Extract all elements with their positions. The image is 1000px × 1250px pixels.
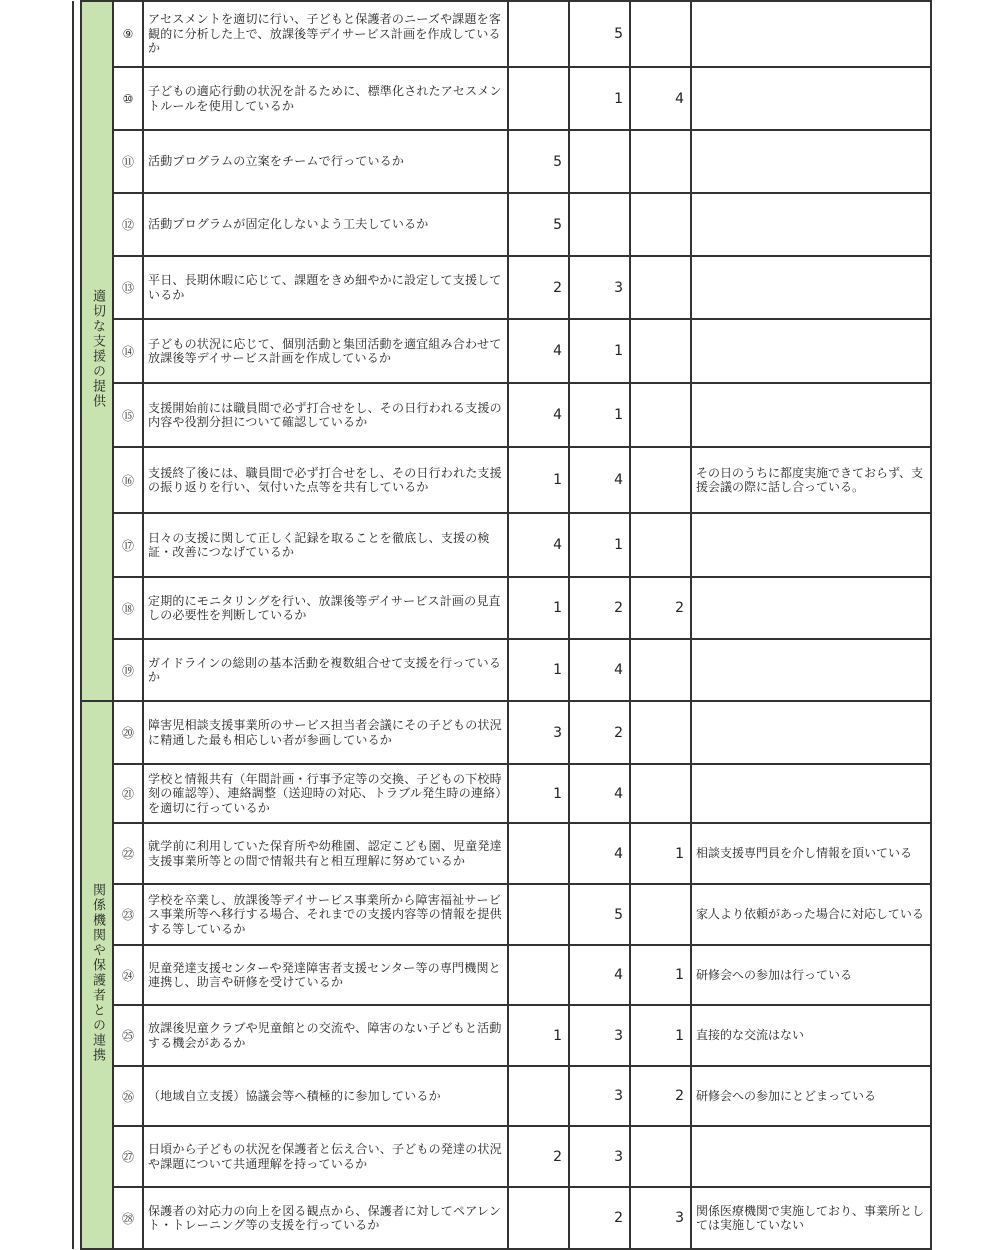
count-neutral: 4 bbox=[569, 823, 630, 884]
count-neutral bbox=[569, 193, 630, 256]
item-number-cell bbox=[113, 577, 143, 639]
section-label: 適切な支援の提供 bbox=[90, 289, 105, 409]
item-number: ⑯ bbox=[121, 473, 134, 488]
item-number: ⑭ bbox=[121, 344, 134, 359]
item-number: ⑬ bbox=[121, 281, 134, 295]
count-yes: 2 bbox=[508, 256, 569, 319]
item-number: ㉖ bbox=[121, 1089, 134, 1104]
count-no bbox=[630, 513, 691, 577]
item-number-cell bbox=[113, 701, 143, 764]
improvement-note: 研修会への参加は行っている bbox=[691, 945, 931, 1005]
improvement-note bbox=[691, 67, 931, 130]
item-number: ㉕ bbox=[121, 1029, 134, 1043]
item-number: ㉑ bbox=[121, 787, 134, 801]
item-number-cell bbox=[113, 823, 143, 884]
count-yes bbox=[508, 884, 569, 945]
table-row bbox=[73, 256, 931, 319]
item-number: ⑩ bbox=[122, 91, 134, 106]
count-neutral: 1 bbox=[569, 513, 630, 577]
improvement-note bbox=[691, 577, 931, 639]
count-neutral: 4 bbox=[569, 447, 630, 513]
improvement-note: 家人より依頼があった場合に対応している bbox=[691, 884, 931, 945]
improvement-note bbox=[691, 130, 931, 193]
improvement-note: 相談支援専門員を介し情報を頂いている bbox=[691, 823, 931, 884]
improvement-note: 直接的な交流はない bbox=[691, 1005, 931, 1066]
count-yes: 1 bbox=[508, 764, 569, 823]
count-yes: 1 bbox=[508, 1005, 569, 1066]
count-yes: 4 bbox=[508, 319, 569, 383]
count-neutral: 3 bbox=[569, 1126, 630, 1187]
count-yes: 4 bbox=[508, 383, 569, 447]
item-number-cell bbox=[113, 884, 143, 945]
count-no: 1 bbox=[630, 823, 691, 884]
count-yes bbox=[508, 823, 569, 884]
count-neutral: 2 bbox=[569, 1187, 630, 1249]
count-neutral: 1 bbox=[569, 319, 630, 383]
count-no: 4 bbox=[630, 67, 691, 130]
evaluation-sheet bbox=[72, 0, 932, 1250]
table-row bbox=[73, 1066, 931, 1126]
question-text: 平日、長期休暇に応じて、課題をきめ細やかに設定して支援しているか bbox=[143, 256, 508, 319]
count-neutral bbox=[569, 130, 630, 193]
item-number-cell bbox=[113, 130, 143, 193]
improvement-note bbox=[691, 1, 931, 67]
margin-cell bbox=[73, 701, 81, 1249]
count-neutral: 3 bbox=[569, 256, 630, 319]
improvement-note bbox=[691, 256, 931, 319]
item-number-cell bbox=[113, 639, 143, 701]
table-row bbox=[73, 319, 931, 383]
count-no bbox=[630, 701, 691, 764]
section-label-cell bbox=[81, 701, 113, 1249]
item-number-cell bbox=[113, 945, 143, 1005]
question-text: 学校と情報共有（年間計画・行事予定等の交換、子どもの下校時刻の確認等）、連絡調整（送迎時の対応、トラブル発生時の連絡）を適切に行っているか bbox=[143, 764, 508, 823]
table-row bbox=[73, 383, 931, 447]
count-neutral: 2 bbox=[569, 701, 630, 764]
count-no: 2 bbox=[630, 577, 691, 639]
count-yes: 1 bbox=[508, 447, 569, 513]
item-number: ㉗ bbox=[121, 1150, 134, 1164]
table-row bbox=[73, 823, 931, 884]
section-label-cell bbox=[81, 1, 113, 701]
table-row bbox=[73, 945, 931, 1005]
item-number-cell bbox=[113, 1, 143, 67]
count-yes: 5 bbox=[508, 130, 569, 193]
count-no bbox=[630, 447, 691, 513]
count-neutral: 5 bbox=[569, 1, 630, 67]
count-no bbox=[630, 193, 691, 256]
item-number: ㉓ bbox=[121, 908, 134, 922]
count-no bbox=[630, 130, 691, 193]
count-no bbox=[630, 884, 691, 945]
item-number: ⑫ bbox=[121, 218, 134, 232]
count-yes: 1 bbox=[508, 639, 569, 701]
item-number: ㉔ bbox=[121, 968, 134, 983]
section-label: 関係機関や保護者との連携 bbox=[90, 883, 105, 1063]
count-no: 1 bbox=[630, 945, 691, 1005]
count-no bbox=[630, 1, 691, 67]
count-neutral: 4 bbox=[569, 764, 630, 823]
question-text: アセスメントを適切に行い、子どもと保護者のニーズや課題を客観的に分析した上で、放課後等デイサービス計画を作成しているか bbox=[143, 1, 508, 67]
table-row bbox=[73, 884, 931, 945]
question-text: 子どもの適応行動の状況を計るために、標準化されたアセスメントルールを使用しているか bbox=[143, 67, 508, 130]
count-neutral: 4 bbox=[569, 639, 630, 701]
table-row bbox=[73, 639, 931, 701]
count-neutral: 3 bbox=[569, 1005, 630, 1066]
count-neutral: 4 bbox=[569, 945, 630, 1005]
item-number: ㉒ bbox=[121, 847, 134, 861]
item-number: ㉘ bbox=[121, 1211, 134, 1226]
item-number: ⑨ bbox=[122, 27, 134, 41]
question-text: ガイドラインの総則の基本活動を複数組合せて支援を行っているか bbox=[143, 639, 508, 701]
table-row bbox=[73, 447, 931, 513]
question-text: 児童発達支援センターや発達障害者支援センター等の専門機関と連携し、助言や研修を受けているか bbox=[143, 945, 508, 1005]
item-number: ⑱ bbox=[121, 601, 134, 616]
item-number-cell bbox=[113, 383, 143, 447]
question-text: 就学前に利用していた保育所や幼稚園、認定こども園、児童発達支援事業所等との間で情報共有と相互理解に努めているか bbox=[143, 823, 508, 884]
count-yes bbox=[508, 1066, 569, 1126]
item-number: ⑰ bbox=[121, 538, 134, 553]
count-yes bbox=[508, 1187, 569, 1249]
item-number-cell bbox=[113, 1126, 143, 1187]
item-number-cell bbox=[113, 319, 143, 383]
table-row bbox=[73, 193, 931, 256]
count-no bbox=[630, 1126, 691, 1187]
question-text: 学校を卒業し、放課後等デイサービス事業所から障害福祉サービス事業所等へ移行する場合、それまでの支援内容等の情報を提供する等しているか bbox=[143, 884, 508, 945]
count-no bbox=[630, 319, 691, 383]
count-no bbox=[630, 256, 691, 319]
question-text: 日々の支援に関して正しく記録を取ることを徹底し、支援の検証・改善につなげているか bbox=[143, 513, 508, 577]
count-no: 2 bbox=[630, 1066, 691, 1126]
count-yes: 4 bbox=[508, 513, 569, 577]
item-number-cell bbox=[113, 447, 143, 513]
item-number-cell bbox=[113, 764, 143, 823]
margin-cell bbox=[73, 1, 81, 701]
item-number-cell bbox=[113, 67, 143, 130]
question-text: 定期的にモニタリングを行い、放課後等デイサービス計画の見直しの必要性を判断しているか bbox=[143, 577, 508, 639]
question-text: 支援終了後には、職員間で必ず打合せをし、その日行われた支援の振り返りを行い、気付いた点等を共有しているか bbox=[143, 447, 508, 513]
improvement-note bbox=[691, 513, 931, 577]
item-number: ⑳ bbox=[121, 726, 134, 740]
question-text: （地域自立支援）協議会等へ積極的に参加しているか bbox=[143, 1066, 508, 1126]
table-row bbox=[73, 1126, 931, 1187]
item-number-cell bbox=[113, 1066, 143, 1126]
question-text: 支援開始前には職員間で必ず打合せをし、その日行われる支援の内容や役割分担について確認しているか bbox=[143, 383, 508, 447]
count-no bbox=[630, 383, 691, 447]
count-yes: 5 bbox=[508, 193, 569, 256]
improvement-note: 研修会への参加にとどまっている bbox=[691, 1066, 931, 1126]
item-number: ⑪ bbox=[121, 155, 134, 169]
table-row bbox=[73, 1, 931, 67]
table-row bbox=[73, 764, 931, 823]
count-yes: 3 bbox=[508, 701, 569, 764]
count-no: 1 bbox=[630, 1005, 691, 1066]
table-row bbox=[73, 513, 931, 577]
count-yes: 1 bbox=[508, 577, 569, 639]
question-text: 保護者の対応力の向上を図る観点から、保護者に対してペアレント・トレーニング等の支援を行っているか bbox=[143, 1187, 508, 1249]
count-yes bbox=[508, 67, 569, 130]
item-number-cell bbox=[113, 256, 143, 319]
item-number-cell bbox=[113, 193, 143, 256]
improvement-note: その日のうちに都度実施できておらず、支援会議の際に話し合っている。 bbox=[691, 447, 931, 513]
count-no: 3 bbox=[630, 1187, 691, 1249]
improvement-note bbox=[691, 383, 931, 447]
question-text: 活動プログラムが固定化しないよう工夫しているか bbox=[143, 193, 508, 256]
item-number: ⑮ bbox=[121, 408, 134, 423]
evaluation-table bbox=[72, 0, 932, 1250]
improvement-note bbox=[691, 701, 931, 764]
count-yes bbox=[508, 945, 569, 1005]
count-yes: 2 bbox=[508, 1126, 569, 1187]
question-text: 放課後児童クラブや児童館との交流や、障害のない子どもと活動する機会があるか bbox=[143, 1005, 508, 1066]
table-row bbox=[73, 67, 931, 130]
table-row bbox=[73, 1005, 931, 1066]
item-number-cell bbox=[113, 513, 143, 577]
improvement-note bbox=[691, 319, 931, 383]
table-row bbox=[73, 1187, 931, 1249]
question-text: 活動プログラムの立案をチームで行っているか bbox=[143, 130, 508, 193]
question-text: 日頃から子どもの状況を保護者と伝え合い、子どもの発達の状況や課題について共通理解を持っているか bbox=[143, 1126, 508, 1187]
improvement-note bbox=[691, 764, 931, 823]
count-neutral: 3 bbox=[569, 1066, 630, 1126]
item-number-cell bbox=[113, 1187, 143, 1249]
count-neutral: 5 bbox=[569, 884, 630, 945]
improvement-note bbox=[691, 639, 931, 701]
improvement-note bbox=[691, 1126, 931, 1187]
question-text: 障害児相談支援事業所のサービス担当者会議にその子どもの状況に精通した最も相応しい者が参画しているか bbox=[143, 701, 508, 764]
count-no bbox=[630, 764, 691, 823]
count-neutral: 2 bbox=[569, 577, 630, 639]
table-row bbox=[73, 577, 931, 639]
count-neutral: 1 bbox=[569, 67, 630, 130]
table-row bbox=[73, 701, 931, 764]
count-neutral: 1 bbox=[569, 383, 630, 447]
improvement-note: 関係医療機関で実施しており、事業所としては実施していない bbox=[691, 1187, 931, 1249]
count-no bbox=[630, 639, 691, 701]
count-yes bbox=[508, 1, 569, 67]
item-number: ⑲ bbox=[121, 663, 134, 678]
question-text: 子どもの状況に応じて、個別活動と集団活動を適宜組み合わせて放課後等デイサービス計画を作成しているか bbox=[143, 319, 508, 383]
improvement-note bbox=[691, 193, 931, 256]
table-row bbox=[73, 130, 931, 193]
item-number-cell bbox=[113, 1005, 143, 1066]
